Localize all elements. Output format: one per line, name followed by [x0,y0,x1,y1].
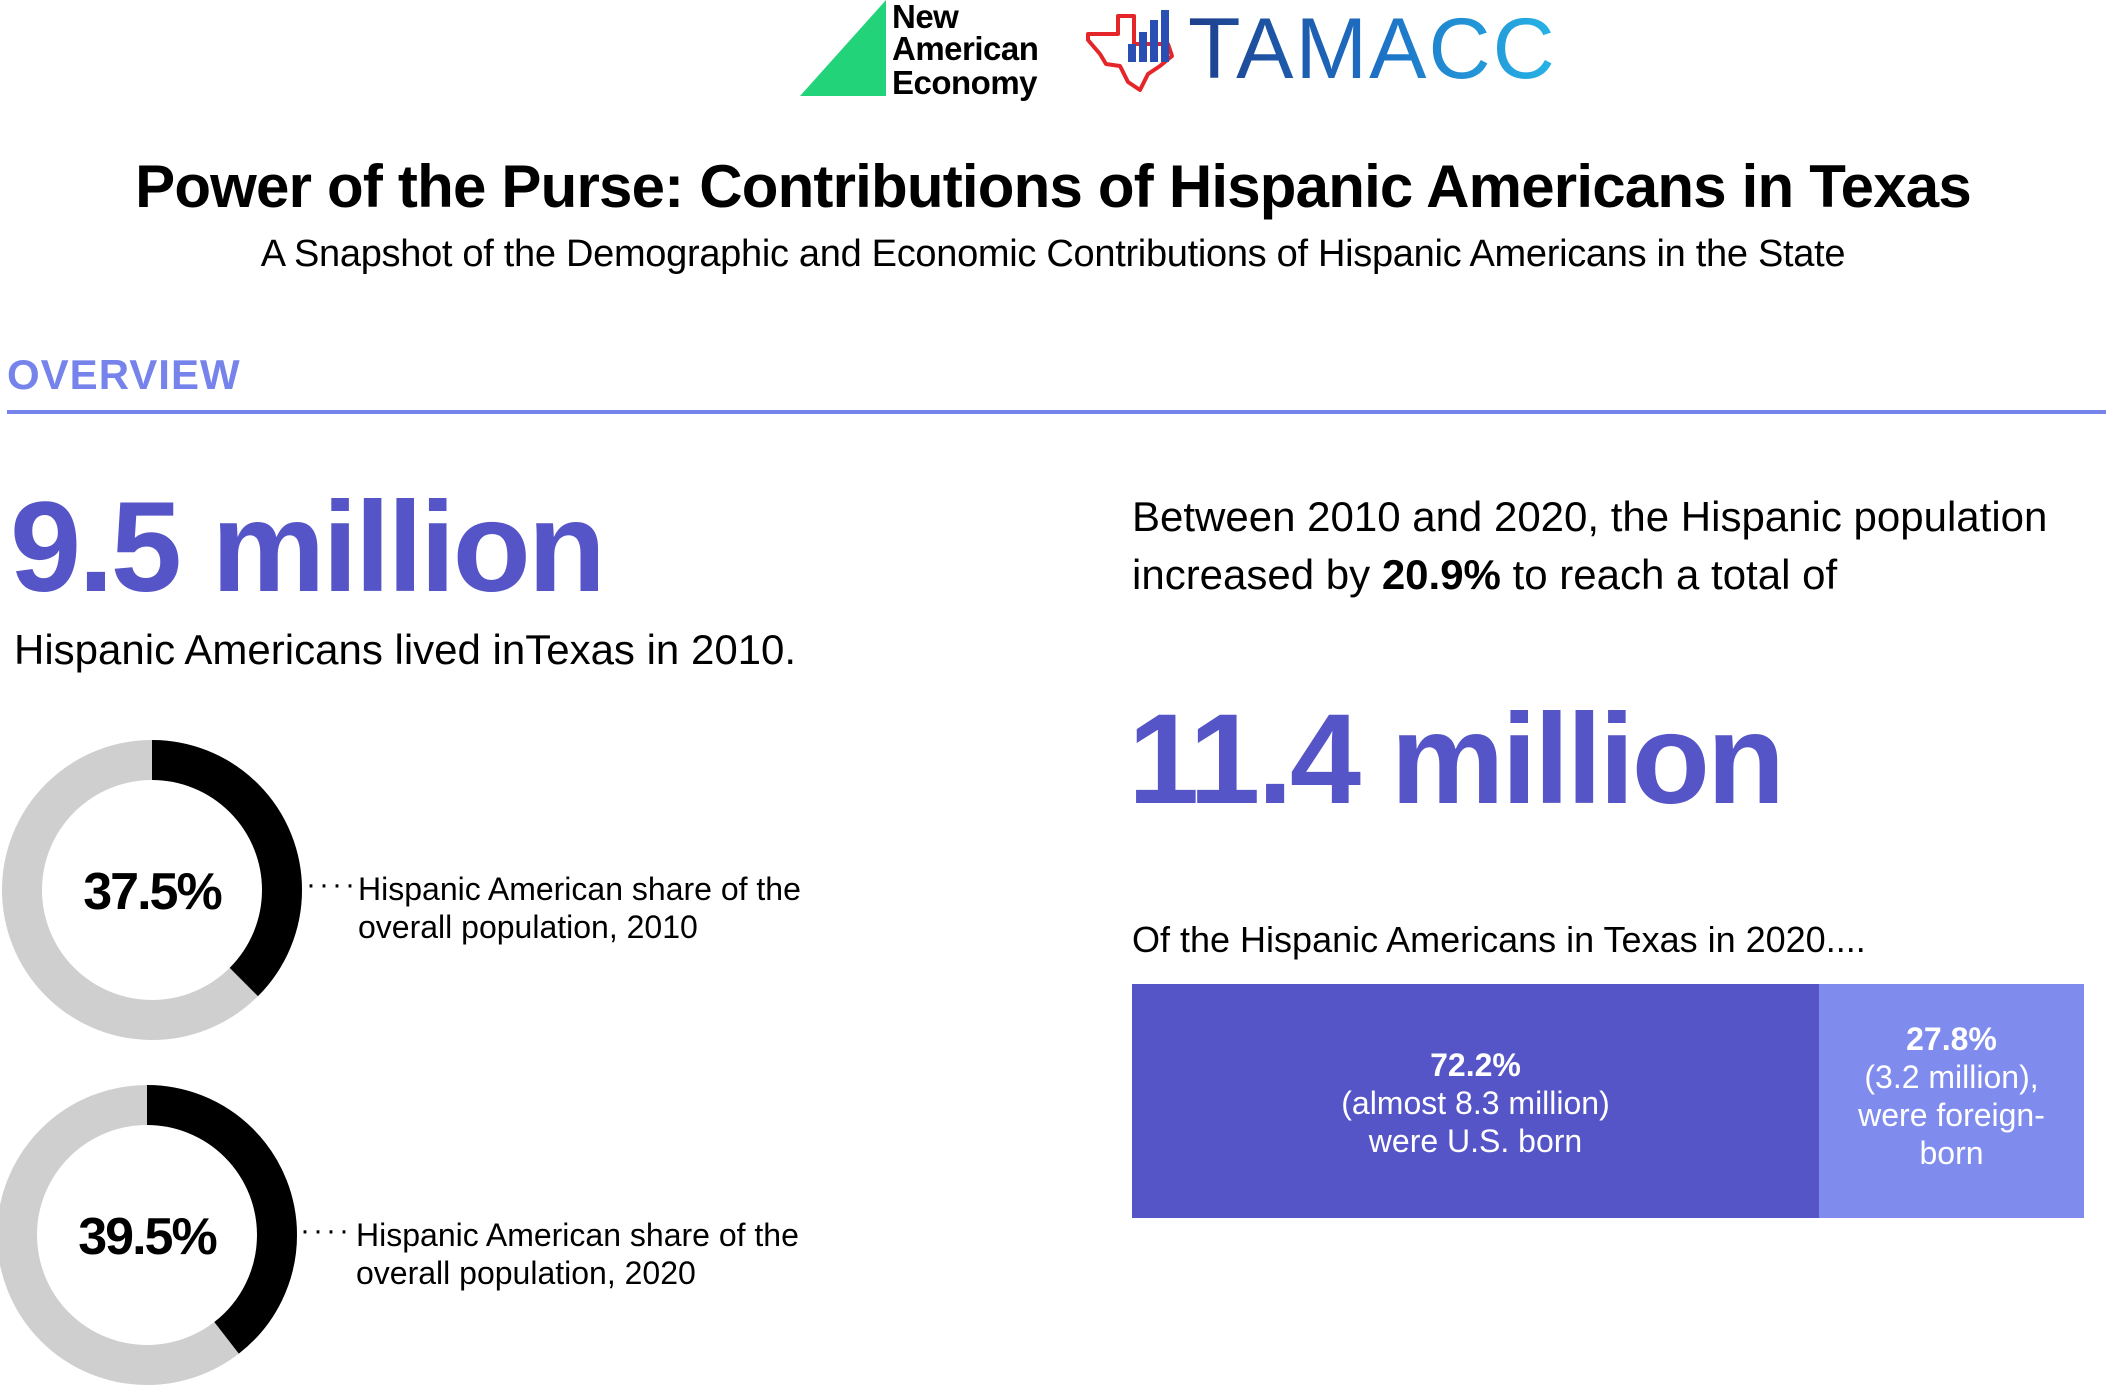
us-born-count: (almost 8.3 million) [1341,1085,1610,1121]
foreign-born-count: (3.2 million), [1864,1059,2039,1095]
population-2020-value: 11.4 million [1128,688,1783,831]
us-born-percent: 72.2% [1430,1047,1521,1083]
us-born-label: were U.S. born [1368,1123,1583,1159]
leader-dots: ···· [300,1214,352,1247]
growth-text-after: to reach a total of [1500,551,1838,598]
texas-map-icon [1082,4,1182,96]
growth-text-before: Between 2010 and 2020, the Hispanic population increased by [1132,493,2048,598]
foreign-born-segment [1819,984,2084,1218]
tamacc-logo [1082,1,1582,97]
overview-heading: OVERVIEW [7,351,241,398]
foreign-born-label-line1: were foreign- [1858,1097,2045,1133]
page-title: Power of the Purse: Contributions of Hispanic Americans in Texas [135,153,1971,220]
leader-dots: ···· [306,868,358,901]
foreign-born-percent: 27.8% [1906,1021,1997,1057]
population-2010-value: 9.5 million [10,476,603,619]
share-2010-value: 37.5% [83,863,221,921]
population-2010-caption: Hispanic Americans lived inTexas in 2010. [14,626,797,673]
new-american-economy-logo [800,0,1040,100]
share-2020-value: 39.5% [78,1208,216,1266]
nativity-stacked-bar [1132,984,2084,1218]
nae-triangle-icon [800,0,892,100]
nae-logo-line-2: American [892,30,1039,67]
nae-logo-line-1: New [892,0,959,35]
nativity-breakdown-intro: Of the Hispanic Americans in Texas in 2020.... [1132,919,1866,960]
nae-logo-line-3: Economy [892,64,1038,101]
us-born-segment [1132,984,1819,1218]
share-2020-caption: Hispanic American share of the overall population, 2020 [356,1217,799,1291]
page-subtitle: A Snapshot of the Demographic and Economic Contributions of Hispanic Americans in the State [260,233,1846,275]
foreign-born-label-line2: born [1919,1135,1984,1171]
share-2010-caption: Hispanic American share of the overall population, 2010 [358,871,801,945]
tamacc-wordmark: TAMACC [1188,1,1557,97]
growth-statement [1132,488,2092,604]
overview-divider [7,410,2106,414]
growth-percent: 20.9% [1381,551,1501,598]
